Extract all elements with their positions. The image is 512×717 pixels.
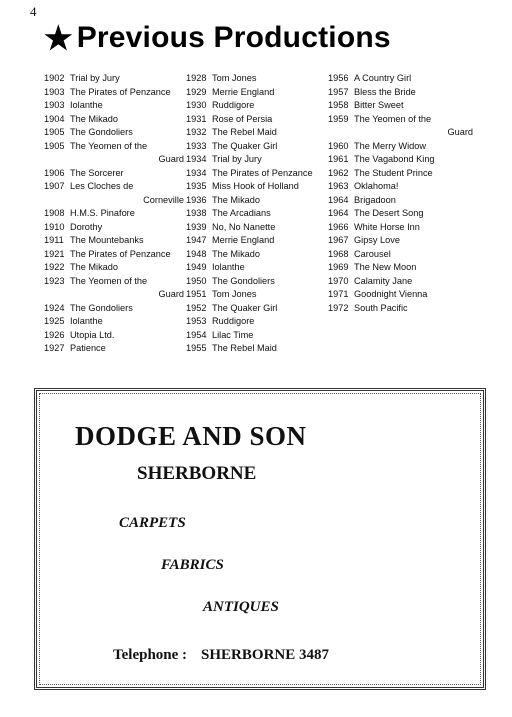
production-title: Merrie England	[212, 235, 275, 245]
production-year: 1960	[328, 140, 349, 151]
production-entry	[186, 221, 326, 235]
production-year: 1924	[44, 302, 65, 313]
production-year: 1910	[44, 221, 65, 232]
production-title: The Yeomen of the	[70, 275, 148, 286]
page-number: 4	[30, 4, 37, 19]
ad-item-fabrics: FABRICS	[161, 557, 224, 573]
production-title: A Country Girl	[354, 73, 412, 83]
production-year: 1936	[186, 194, 207, 205]
production-entry	[44, 126, 184, 140]
productions-column-1	[44, 72, 184, 356]
production-entry	[328, 207, 473, 221]
production-entry	[328, 113, 473, 127]
production-title: Gipsy Love	[354, 235, 400, 245]
production-year: 1950	[186, 275, 207, 286]
production-entry	[186, 342, 326, 356]
production-year: 1961	[328, 154, 349, 164]
production-entry	[328, 180, 473, 194]
production-entry	[44, 275, 184, 289]
production-entry	[186, 99, 326, 113]
production-entry	[328, 261, 473, 275]
production-entry	[186, 86, 326, 100]
advertisement-box	[34, 388, 486, 690]
production-title: The Mikado	[212, 194, 261, 205]
production-title: Ruddigore	[212, 100, 255, 110]
production-title: White Horse Inn	[354, 221, 420, 232]
production-year: 1928	[186, 73, 207, 83]
production-title: The Yeomen of the	[354, 113, 432, 124]
production-title-continued: Guard	[158, 289, 184, 299]
production-title: H.M.S. Pinafore	[70, 208, 135, 218]
production-title: The Rebel Maid	[212, 127, 277, 137]
firm-name: DODGE AND SON	[75, 421, 307, 451]
production-entry	[328, 153, 473, 167]
production-entry	[328, 221, 473, 235]
production-year: 1921	[44, 248, 65, 259]
ad-item-carpets: CARPETS	[119, 515, 186, 531]
production-title: The Gondoliers	[70, 302, 133, 313]
production-year: 1931	[186, 113, 207, 124]
star-icon: ★	[44, 20, 73, 56]
production-title: No, No Nanette	[212, 221, 276, 232]
production-title: The Yeomen of the	[70, 140, 148, 151]
production-entry	[186, 261, 326, 275]
production-year: 1927	[44, 343, 65, 353]
production-year: 1902	[44, 73, 65, 83]
production-title: Lilac Time	[212, 329, 254, 340]
production-title: Dorothy	[70, 221, 103, 232]
production-year: 1968	[328, 248, 349, 259]
production-year: 1903	[44, 86, 65, 97]
production-year: 1967	[328, 235, 349, 245]
production-year: 1954	[186, 329, 207, 340]
production-entry	[328, 194, 473, 208]
production-title: The New Moon	[354, 262, 417, 272]
production-year: 1958	[328, 100, 349, 110]
production-year: 1972	[328, 302, 349, 313]
production-title: Ruddigore	[212, 316, 255, 326]
production-entry	[186, 194, 326, 208]
production-title: Tom Jones	[212, 73, 257, 83]
production-year: 1949	[186, 262, 207, 272]
firm-town: SHERBORNE	[137, 463, 257, 484]
production-year: 1932	[186, 127, 207, 137]
production-year: 1953	[186, 316, 207, 326]
production-entry	[44, 99, 184, 113]
production-year: 1970	[328, 275, 349, 286]
production-entry	[186, 315, 326, 329]
production-entry	[44, 302, 184, 316]
production-year: 1959	[328, 113, 349, 124]
production-entry	[328, 288, 473, 302]
production-entry	[44, 248, 184, 262]
production-entry	[186, 302, 326, 316]
production-year: 1948	[186, 248, 207, 259]
production-year: 1956	[328, 73, 349, 83]
production-year: 1926	[44, 329, 65, 340]
production-year: 1905	[44, 140, 65, 151]
production-title: The Mikado	[70, 113, 119, 124]
production-title: The Pirates of Penzance	[70, 86, 171, 97]
production-year: 1939	[186, 221, 207, 232]
production-entry	[186, 329, 326, 343]
production-entry	[44, 261, 184, 275]
production-title: South Pacific	[354, 302, 408, 313]
production-title-continued: Corneville	[143, 194, 184, 205]
production-year: 1971	[328, 289, 349, 299]
production-year: 1969	[328, 262, 349, 272]
production-title: Carousel	[354, 248, 391, 259]
production-entry	[44, 329, 184, 343]
production-title: The Mikado	[70, 262, 119, 272]
production-title: Iolanthe	[70, 100, 103, 110]
production-title: The Gondoliers	[70, 127, 133, 137]
production-entry	[186, 234, 326, 248]
production-title: The Vagabond King	[354, 154, 435, 164]
production-year: 1962	[328, 167, 349, 178]
production-title: The Rebel Maid	[212, 343, 277, 353]
production-year: 1963	[328, 181, 349, 191]
production-title: The Quaker Girl	[212, 140, 278, 151]
production-entry	[186, 153, 326, 167]
production-title: The Pirates of Penzance	[70, 248, 171, 259]
production-entry	[186, 207, 326, 221]
telephone-line	[113, 647, 329, 664]
production-entry	[44, 86, 184, 100]
production-year: 1923	[44, 275, 65, 286]
production-entry	[328, 99, 473, 113]
production-entry	[44, 207, 184, 221]
production-title: The Quaker Girl	[212, 302, 278, 313]
production-entry	[44, 180, 184, 194]
production-entry	[186, 140, 326, 154]
production-year: 1907	[44, 181, 65, 191]
production-title-continued: Guard	[158, 154, 184, 164]
production-title: Trial by Jury	[70, 73, 120, 83]
production-year: 1935	[186, 181, 207, 191]
production-year: 1934	[186, 154, 207, 164]
production-year: 1911	[44, 235, 64, 245]
production-entry	[186, 167, 326, 181]
page-title	[44, 22, 391, 54]
production-year: 1947	[186, 235, 207, 245]
production-title: The Desert Song	[354, 208, 424, 218]
production-year: 1957	[328, 86, 349, 97]
production-title: Oklahoma!	[354, 181, 399, 191]
production-title: Trial by Jury	[212, 154, 262, 164]
production-entry	[44, 72, 184, 86]
production-title: Calamity Jane	[354, 275, 413, 286]
production-year: 1938	[186, 208, 207, 218]
production-year: 1964	[328, 194, 349, 205]
production-title: Utopia Ltd.	[70, 329, 115, 340]
production-title-continued: Guard	[447, 127, 473, 137]
production-title: Rose of Persia	[212, 113, 273, 124]
production-title: The Mountebanks	[70, 235, 144, 245]
production-year: 1930	[186, 100, 207, 110]
telephone-number: SHERBORNE 3487	[201, 647, 329, 663]
production-year: 1908	[44, 208, 65, 218]
production-title: Miss Hook of Holland	[212, 181, 299, 191]
production-entry	[44, 113, 184, 127]
production-entry	[328, 234, 473, 248]
production-year: 1964	[328, 208, 349, 218]
production-entry	[186, 180, 326, 194]
production-year: 1955	[186, 343, 207, 353]
production-entry	[186, 126, 326, 140]
production-title: The Mikado	[212, 248, 261, 259]
production-title: Tom Jones	[212, 289, 257, 299]
production-year: 1934	[186, 167, 207, 178]
productions-column-3	[328, 72, 473, 315]
production-title: Goodnight Vienna	[354, 289, 428, 299]
production-year: 1903	[44, 100, 65, 110]
production-entry	[328, 302, 473, 316]
production-year: 1933	[186, 140, 207, 151]
production-entry	[328, 72, 473, 86]
production-entry	[186, 113, 326, 127]
production-entry	[44, 234, 184, 248]
production-year: 1951	[186, 289, 207, 299]
production-year: 1904	[44, 113, 65, 124]
production-entry	[328, 86, 473, 100]
production-title: Bless the Bride	[354, 86, 416, 97]
production-entry	[186, 248, 326, 262]
production-title: Merrie England	[212, 86, 275, 97]
telephone-label: Telephone :	[113, 647, 188, 663]
production-entry	[328, 275, 473, 289]
production-title: The Sorcerer	[70, 167, 124, 178]
production-title: The Arcadians	[212, 208, 271, 218]
page-title-text: Previous Productions	[76, 21, 391, 54]
production-year: 1925	[44, 316, 65, 326]
production-year: 1966	[328, 221, 349, 232]
productions-column-2	[186, 72, 326, 356]
production-entry	[186, 72, 326, 86]
production-entry	[44, 167, 184, 181]
production-entry	[328, 140, 473, 154]
production-title: Iolanthe	[70, 316, 103, 326]
production-title: Brigadoon	[354, 194, 396, 205]
production-title: The Pirates of Penzance	[212, 167, 313, 178]
production-title: Les Cloches de	[70, 181, 134, 191]
production-year: 1952	[186, 302, 207, 313]
production-title: The Merry Widow	[354, 140, 426, 151]
production-year: 1905	[44, 127, 65, 137]
production-year: 1906	[44, 167, 65, 178]
production-year: 1922	[44, 262, 65, 272]
production-entry	[186, 288, 326, 302]
production-title: The Gondoliers	[212, 275, 275, 286]
production-title: Bitter Sweet	[354, 100, 404, 110]
production-title: Iolanthe	[212, 262, 245, 272]
production-title: The Student Prince	[354, 167, 433, 178]
production-entry	[186, 275, 326, 289]
production-title: Patience	[70, 343, 106, 353]
production-entry	[328, 248, 473, 262]
production-entry	[44, 140, 184, 154]
production-year: 1929	[186, 86, 207, 97]
production-entry	[328, 167, 473, 181]
production-entry	[44, 315, 184, 329]
production-entry	[44, 221, 184, 235]
production-entry	[44, 342, 184, 356]
ad-item-antiques: ANTIQUES	[203, 599, 279, 615]
